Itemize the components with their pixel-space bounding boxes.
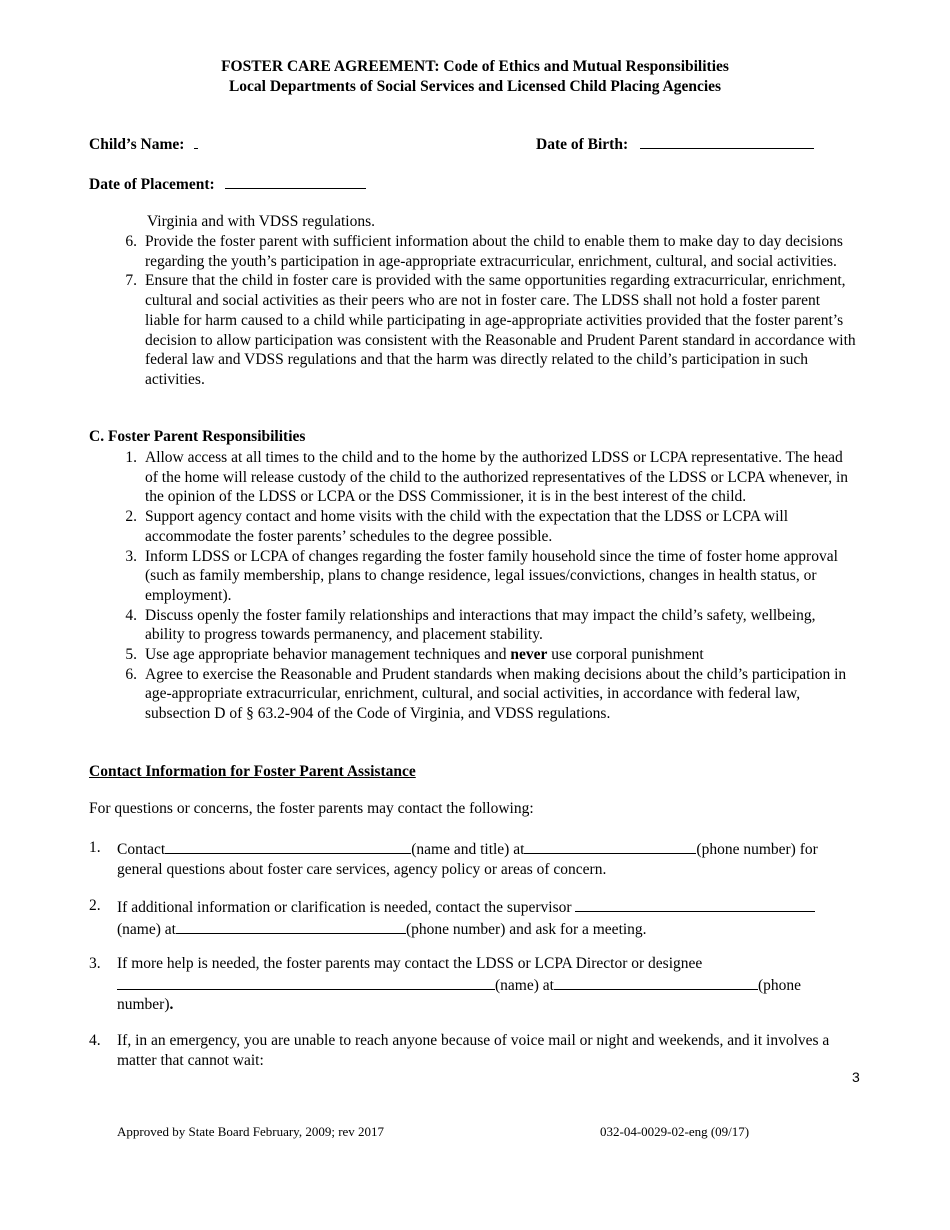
section-b-list bbox=[117, 232, 857, 390]
list-item: 5. Use age appropriate behavior management techniques and never use corporal punishment bbox=[125, 646, 704, 664]
contact-intro: For questions or concerns, the foster parents may contact the following: bbox=[89, 800, 534, 817]
supervisor-name-field[interactable] bbox=[575, 896, 815, 912]
footer-approval: Approved by State Board February, 2009; rev 2017 bbox=[117, 1124, 385, 1139]
list-item: 3. Inform LDSS or LCPA of changes regarding the foster family household since the time of foster home approval (such as family membership, plans to change residence, legal issues/convictions, changes in health status, or employment). bbox=[125, 547, 838, 604]
dob-field[interactable] bbox=[640, 134, 814, 149]
contact-item-1: 1. Contact (name and title) at (phone number) for general questions about foster care services, agency policy or areas of concern. bbox=[89, 839, 818, 878]
contact-item-3: 3. If more help is needed, the foster parents may contact the LDSS or LCPA Director or designee (name) at (phone number). bbox=[89, 955, 801, 1014]
contact-item-4: 4. If, in an emergency, you are unable to reach anyone because of voice mail or night and weekends, and it involves a matter that cannot wait: bbox=[89, 1032, 830, 1069]
footer-form-number: 032-04-0029-02-eng (09/17) bbox=[600, 1124, 750, 1139]
section-c-list bbox=[117, 448, 857, 724]
child-name-row bbox=[89, 134, 198, 154]
list-item: 2. Support agency contact and home visits with the child with the expectation that the LDSS or LCPA will accommodate the foster parents’ schedules to the degree possible. bbox=[125, 508, 789, 545]
contact-item-2: 2. If additional information or clarification is needed, contact the supervisor (name) at (phone number) and ask for a meeting. bbox=[89, 896, 859, 939]
placement-field[interactable] bbox=[225, 174, 366, 189]
director-name-field[interactable] bbox=[117, 974, 495, 990]
placement-label: Date of Placement: bbox=[89, 176, 215, 193]
title-line-2: Local Departments of Social Services and Licensed Child Placing Agencies bbox=[228, 78, 722, 95]
child-name-field[interactable] bbox=[194, 134, 198, 149]
placement-row bbox=[89, 174, 366, 194]
list-item: 1. Allow access at all times to the child and to the home by the authorized LDSS or LCPA representative. The head of the home will release custody of the child to the authorized representatives of the LDSS or LCPA whenever, in the opinion of the LDSS or LCPA or the DSS Commissioner, it is in the best interest of the child. bbox=[125, 449, 849, 506]
director-phone-field[interactable] bbox=[554, 974, 758, 990]
section-c-heading: C. Foster Parent Responsibilities bbox=[89, 428, 306, 445]
contact-heading: Contact Information for Foster Parent Assistance bbox=[89, 763, 416, 780]
supervisor-phone-field[interactable] bbox=[176, 918, 406, 934]
list-item: 6. Provide the foster parent with sufficient information about the child to enable them to make day to day decisions regarding the youth’s participation in age-appropriate extracurricular, enrichment, cultural, and social activities. bbox=[125, 233, 843, 270]
title-line-1: FOSTER CARE AGREEMENT: Code of Ethics and Mutual Responsibilities bbox=[221, 58, 729, 75]
document-header bbox=[0, 57, 950, 97]
list-item: 4. Discuss openly the foster family relationships and interactions that may impact the child’s safety, wellbeing, ability to progress towards permanency, and placement stability. bbox=[125, 606, 816, 644]
list-item: 7. Ensure that the child in foster care is provided with the same opportunities regarding extracurricular, enrichment, cultural and social activities as their peers who are not in foster care. The LDSS shall not hold a foster parent liable for harm caused to a child while participating in age-appropriate activities provided that the foster parent’s decision to allow participation was consistent with the Reasonable and Prudent Parent standard in accordance with federal law and VDSS regulations and that the harm was directly related to the child’s participation in such activities. bbox=[125, 272, 856, 388]
page-number: 3 bbox=[852, 1069, 860, 1085]
emphasis-never: never bbox=[510, 646, 548, 664]
contact-name-title-field[interactable] bbox=[165, 838, 411, 854]
contact-phone-field[interactable] bbox=[524, 838, 696, 854]
child-name-label: Child’s Name: bbox=[89, 136, 185, 153]
dob-label: Date of Birth: bbox=[536, 136, 629, 153]
dob-row bbox=[536, 134, 814, 154]
continuation-text: Virginia and with VDSS regulations. bbox=[147, 213, 375, 230]
list-item: 6. Agree to exercise the Reasonable and Prudent standards when making decisions about the child’s participation in age-appropriate extracurricular, enrichment, cultural, and social activities, in accordance with federal law, subsection D of § 63.2-904 of the Code of Virginia, and VDSS regulations. bbox=[125, 665, 847, 723]
